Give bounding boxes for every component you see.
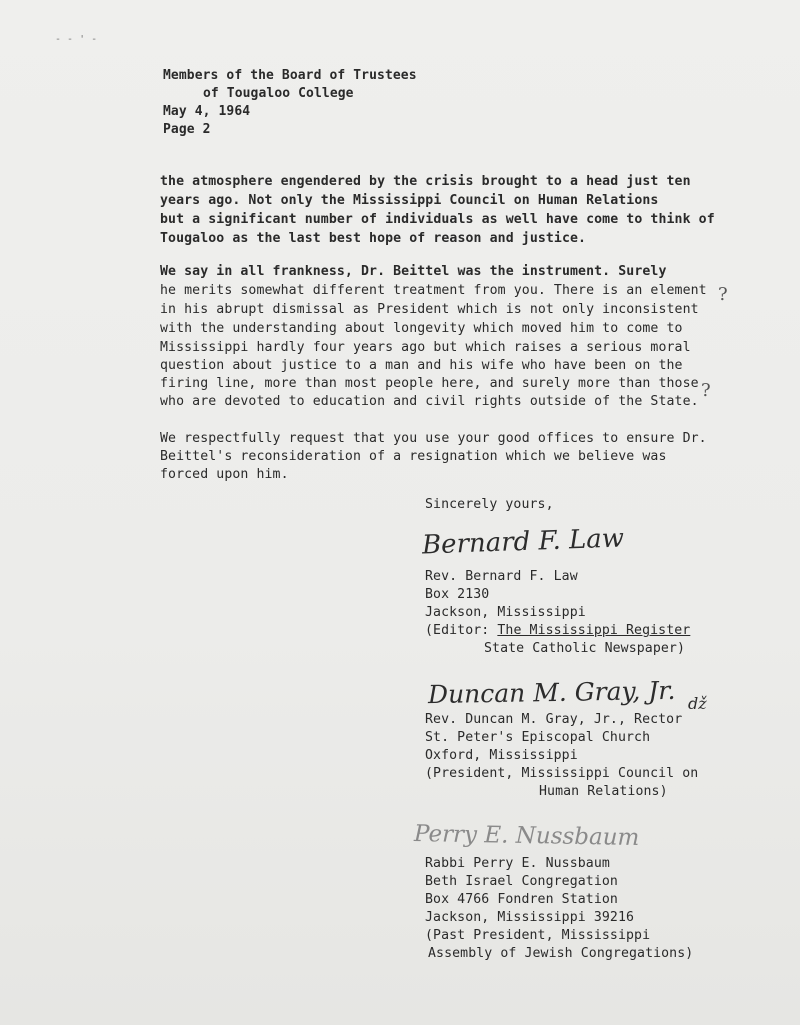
note-prefix: (Editor: (425, 623, 490, 638)
signature-law: Bernard F. Law (421, 523, 625, 561)
signatory-line: (President, Mississippi Council on (425, 766, 699, 781)
paragraph-line: Tougaloo as the last best hope of reason and justice. (160, 231, 587, 246)
signatory-note-line2: State Catholic Newspaper) (484, 641, 685, 656)
top-left-marks: - - ' - (55, 34, 98, 45)
signatory-line: Jackson, Mississippi (425, 605, 586, 620)
header-page: Page 2 (163, 122, 211, 137)
signatory-note (425, 623, 690, 639)
signature-nussbaum: Perry E. Nussbaum (413, 821, 640, 851)
signatory-line: Rabbi Perry E. Nussbaum (425, 856, 610, 871)
header-recipients: Members of the Board of Trustees (163, 68, 417, 83)
paragraph-line: forced upon him. (160, 467, 289, 482)
paragraph-line: he merits somewhat different treatment from you. There is an element (160, 283, 707, 298)
margin-question-mark: ? (701, 380, 711, 401)
signatory-line: Jackson, Mississippi 39216 (425, 910, 635, 925)
header-institution: of Tougaloo College (203, 86, 354, 101)
paragraph-line: We respectfully request that you use your good offices to ensure Dr. (160, 431, 707, 446)
paragraph-line: with the understanding about longevity which moved him to come to (160, 321, 683, 336)
paragraph-line: the atmosphere engendered by the crisis brought to a head just ten (160, 174, 691, 189)
margin-question-mark: ? (718, 284, 728, 305)
initials-mark: ǆ (688, 694, 707, 713)
paragraph-line: but a significant number of individuals as well have come to think of (160, 212, 715, 227)
paragraph-line: question about justice to a man and his wife who have been on the (160, 358, 683, 373)
signatory-line: Oxford, Mississippi (425, 748, 578, 763)
paragraph-line: We say in all frankness, Dr. Beittel was the instrument. Surely (160, 264, 667, 279)
signatory-line: Assembly of Jewish Congregations) (428, 946, 694, 961)
publication-title: The Mississippi Register (497, 623, 691, 638)
closing: Sincerely yours, (425, 497, 554, 512)
paragraph-line: years ago. Not only the Mississippi Council on Human Relations (160, 193, 659, 208)
signatory-line: (Past President, Mississippi (425, 928, 651, 943)
paragraph-line: Mississippi hardly four years ago but which raises a serious moral (160, 340, 691, 355)
signature-gray: Duncan M. Gray, Jr. (427, 675, 676, 710)
signatory-line: St. Peter's Episcopal Church (425, 730, 651, 745)
signatory-note-line2: Human Relations) (539, 784, 668, 799)
header-date: May 4, 1964 (163, 104, 251, 119)
signatory-line: Rev. Duncan M. Gray, Jr., Rector (425, 712, 683, 727)
signatory-line: Rev. Bernard F. Law (425, 569, 578, 584)
paragraph-line: firing line, more than most people here, and surely more than those (160, 376, 699, 391)
paragraph-line: who are devoted to education and civil rights outside of the State. (160, 394, 699, 409)
signatory-line: Beth Israel Congregation (425, 874, 618, 889)
paragraph-line: in his abrupt dismissal as President which is not only inconsistent (160, 302, 699, 317)
paragraph-line: Beittel's reconsideration of a resignation which we believe was (160, 449, 667, 464)
signatory-line: Box 4766 Fondren Station (425, 892, 618, 907)
signatory-line: Box 2130 (425, 587, 490, 602)
